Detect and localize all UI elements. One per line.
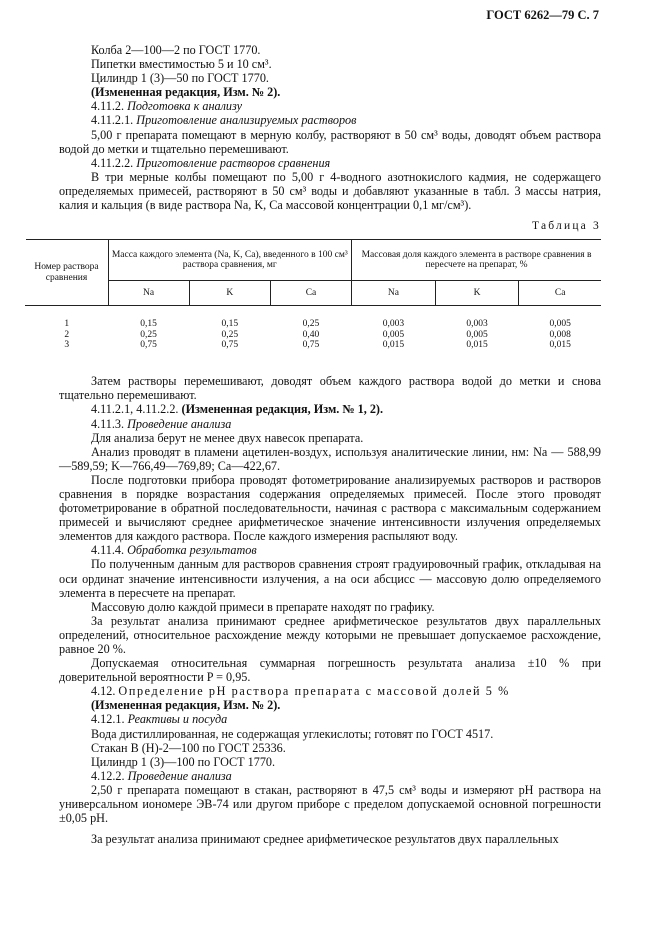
section-heading-4-11-4 [91,543,601,557]
edit-note-text: (Измененная редакция, Изм. № 1, 2). [181,402,384,417]
section-heading-4-11-2-2 [91,156,601,170]
table-body [26,306,602,360]
paragraph: Для анализа берут не менее двух навесок препарата. [91,430,364,445]
section-title: Приготовление анализируемых растворов [136,113,357,128]
section-heading-4-11-2 [91,99,601,113]
equipment-line: Цилиндр 1 (3)—50 по ГОСТ 1770. [91,71,269,86]
section-title: Реактивы и посуда [127,712,228,727]
section-heading-4-12-1 [91,712,601,726]
col-header-k: K [189,281,270,306]
section-heading-4-11-3 [91,417,601,431]
section-heading-4-12 [91,684,601,698]
section-number: 4.11.2. [91,99,125,114]
section-title: Обработка результатов [127,543,257,558]
col-header-na: Na [352,281,436,306]
paragraph: Вода дистиллированная, не содержащая углекислоты; готовят по ГОСТ 4517. [91,726,494,741]
section-title: Проведение анализа [127,416,232,431]
table-3 [25,239,601,359]
col-header-k: K [435,281,519,306]
paragraph: По полученным данным для растворов сравнения строят градуировочный график, откладывая на оси ординат значение интенсивности излучения, а на оси абсцисс — массовую долю определяемого элемента в пересчете на препарат. [59,557,601,600]
section-heading-4-11-2-1 [91,113,601,127]
section-number: 4.12. [91,684,116,699]
paragraph: 2,50 г препарата помещают в стакан, растворяют в 47,5 см³ воды и измеряют pH раствора на универсальном иономере ЭВ-74 или другом приборе с пределом допускаемой основной погрешности ±0,05 pH. [59,782,601,826]
cell-column: 0,15 0,25 0,75 [221,319,239,351]
paragraph: Цилиндр 1 (3)—100 по ГОСТ 1770. [91,754,276,769]
paragraph: Анализ проводят в пламени ацетилен-воздух, используя аналитические линии, нм: Na — 588,99—589,59; K—766,49—769,89; Ca—422,67. [59,444,601,473]
edit-note: (Измененная редакция, Изм. № 2). [91,85,281,100]
paragraph: В три мерные колбы помещают по 5,00 г 4-водного азотнокислого кадмия, не содержащего определяемых примесей, растворяют в 50 см³ воды и добавляют указанные в табл. 3 массы натрия, калия и кальция (в виде раствора Na, K, Ca массовой концентрации 0,1 мг/см³). [59,169,601,213]
document-body [34,43,601,847]
paragraph: Затем растворы перемешивают, доводят объем каждого раствора водой до метки и снова тщательно перемешивают. [59,374,601,403]
col-group-mass: Масса каждого элемента (Na, K, Ca), введенного в 100 см³ раствора сравнения, мг [108,240,352,281]
edit-note: (Измененная редакция, Изм. № 2). [91,698,281,713]
cell-column: 0,005 0,008 0,015 [549,319,571,351]
cell-column: 1 2 3 [64,319,70,351]
paragraph: 5,00 г препарата помещают в мерную колбу, растворяют в 50 см³ воды, доводят объем раствора водой до метки и тщательно перемешивают. [59,127,601,156]
col-header-number: Номер раствора сравнения [26,240,109,306]
section-number: 4.11.2.1. [91,113,134,128]
table-caption: Таблица 3 [532,220,601,233]
section-title: Приготовление растворов сравнения [136,155,331,170]
section-number: 4.12.1. [91,712,125,727]
section-heading-4-12-2 [91,769,601,783]
cell-column: 0,003 0,005 0,015 [466,319,488,351]
col-header-ca: Ca [519,281,601,306]
col-group-fraction: Массовая доля каждого элемента в растворе сравнения в пересчете на препарат, % [352,240,601,281]
equipment-line: Пипетки вместимостью 5 и 10 см³. [91,57,272,72]
paragraph: За результат анализа принимают среднее арифметическое результатов двух параллельных определений, относительное расхождение между которыми не превышает допускаемое расхождение, равное 20 %. [59,613,601,656]
section-title: Проведение анализа [127,768,232,783]
section-title: Определение pH раствора препарата с массовой долей 5 % [118,684,510,699]
cell-column: 0,003 0,005 0,015 [382,319,405,351]
equipment-line: Колба 2—100—2 по ГОСТ 1770. [91,43,261,57]
section-number: 4.11.4. [91,543,125,558]
col-header-ca: Ca [270,281,351,306]
paragraph: За результат анализа принимают среднее арифметическое результатов двух параллельных [91,832,559,847]
cell-column: 0,15 0,25 0,75 [140,319,157,351]
paragraph: Стакан В (Н)-2—100 по ГОСТ 25336. [91,740,286,755]
edit-note [91,402,601,416]
paragraph: Допускаемая относительная суммарная погрешность результата анализа ±10 % при доверительной вероятности P = 0,95. [59,656,601,685]
section-number: 4.11.2.2. [91,155,134,170]
paragraph: После подготовки прибора проводят фотометрирование анализируемых растворов и растворов сравнения в порядке возрастания содержания определяемых примесей. После этого проводят фотометрирование в обратной последовательности, начиная с раствора с максимальным содержанием примесей и вычисляют среднее арифметическое значение интенсивности излучения определяемых элементов для каждого раствора. После каждого измерения распыляют воду. [59,472,601,544]
col-header-na: Na [108,281,189,306]
section-number: 4.11.3. [91,416,125,431]
section-number: 4.12.2. [91,768,125,783]
page-header: ГОСТ 6262—79 С. 7 [486,8,599,22]
cell-column: 0,25 0,40 0,75 [302,319,320,351]
paragraph: Массовую долю каждой примеси в препарате находят по графику. [91,599,435,614]
section-title: Подготовка к анализу [127,99,243,114]
edit-note-prefix: 4.11.2.1, 4.11.2.2. [91,402,179,417]
